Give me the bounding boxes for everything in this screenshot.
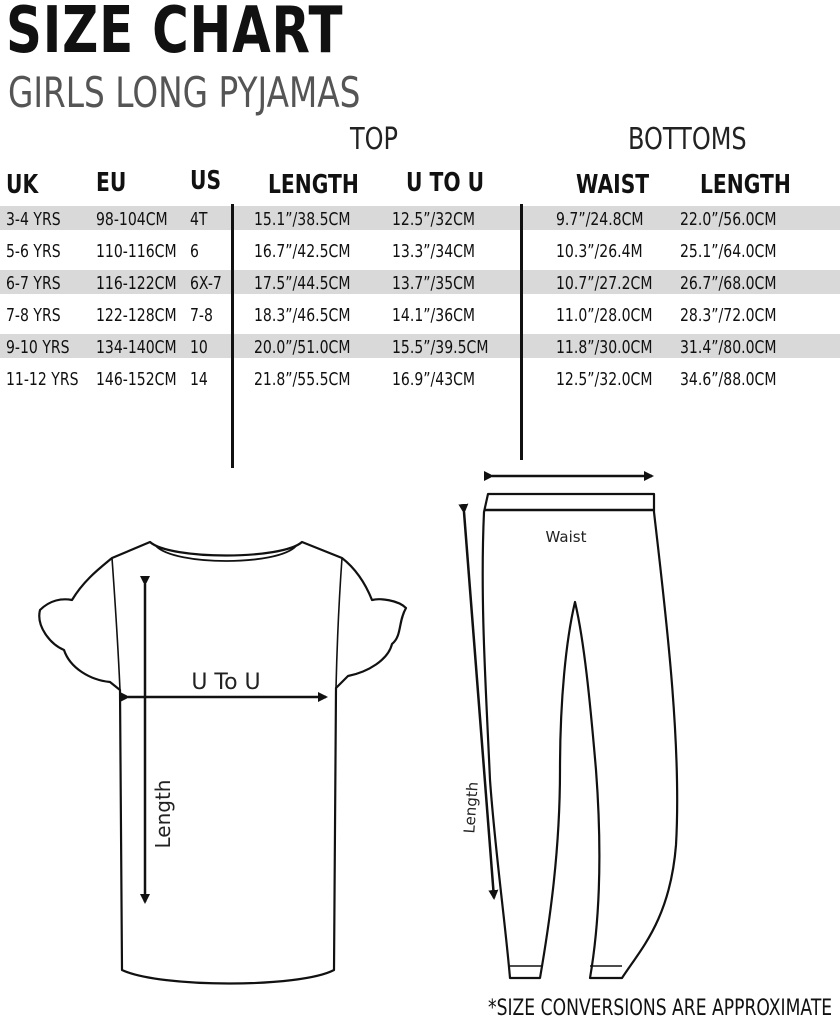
waist-label: Waist	[545, 528, 587, 546]
cell-u-to-u: 13.7”/35CM	[392, 273, 476, 294]
col-header-u-to-u: U TO U	[406, 168, 485, 198]
cell-u-to-u: 12.5”/32CM	[392, 209, 476, 230]
cell-top-length: 18.3”/46.5CM	[254, 305, 351, 326]
cell-us: 4T	[190, 209, 208, 230]
cell-eu: 146-152CM	[96, 369, 177, 390]
cell-bottom-length: 31.4”/80.0CM	[680, 337, 777, 358]
cell-bottom-length: 22.0”/56.0CM	[680, 209, 777, 230]
bottom-length-arrow	[464, 512, 494, 898]
cell-waist: 11.8”/30.0CM	[556, 337, 653, 358]
cell-eu: 98-104CM	[96, 209, 168, 230]
cell-eu: 134-140CM	[96, 337, 177, 358]
page-subtitle: GIRLS LONG PYJAMAS	[8, 68, 361, 117]
cell-us: 6	[190, 241, 199, 262]
col-header-us: US	[190, 166, 222, 196]
cell-top-length: 16.7”/42.5CM	[254, 241, 351, 262]
cell-us: 7-8	[190, 305, 213, 326]
cell-u-to-u: 16.9”/43CM	[392, 369, 476, 390]
bottoms-group-label: BOTTOMS	[628, 122, 747, 157]
col-header-eu: EU	[96, 168, 127, 198]
col-header-top-length: LENGTH	[268, 170, 359, 200]
col-header-waist: WAIST	[576, 170, 650, 200]
cell-u-to-u: 13.3”/34CM	[392, 241, 476, 262]
cell-uk: 5-6 YRS	[6, 241, 61, 262]
cell-top-length: 17.5”/44.5CM	[254, 273, 351, 294]
cell-top-length: 20.0”/51.0CM	[254, 337, 351, 358]
cell-waist: 12.5”/32.0CM	[556, 369, 653, 390]
cell-uk: 11-12 YRS	[6, 369, 79, 390]
divider-top-section	[231, 204, 234, 468]
cell-u-to-u: 14.1”/36CM	[392, 305, 476, 326]
cell-bottom-length: 26.7”/68.0CM	[680, 273, 777, 294]
cell-waist: 10.3”/26.4M	[556, 241, 643, 262]
cell-bottom-length: 34.6”/88.0CM	[680, 369, 777, 390]
garment-diagram	[0, 450, 840, 995]
cell-waist: 10.7”/27.2CM	[556, 273, 653, 294]
top-group-label: TOP	[350, 122, 399, 157]
footnote: *SIZE CONVERSIONS ARE APPROXIMATE	[488, 996, 833, 1021]
cell-waist: 11.0”/28.0CM	[556, 305, 653, 326]
cell-top-length: 21.8”/55.5CM	[254, 369, 351, 390]
cell-uk: 9-10 YRS	[6, 337, 70, 358]
divider-bottoms-section	[520, 204, 523, 460]
leggings-illustration	[483, 494, 678, 978]
cell-eu: 110-116CM	[96, 241, 177, 262]
cell-uk: 3-4 YRS	[6, 209, 61, 230]
cell-bottom-length: 28.3”/72.0CM	[680, 305, 777, 326]
cell-u-to-u: 15.5”/39.5CM	[392, 337, 489, 358]
cell-waist: 9.7”/24.8CM	[556, 209, 644, 230]
col-header-bottom-length: LENGTH	[700, 170, 791, 200]
cell-uk: 6-7 YRS	[6, 273, 61, 294]
tshirt-illustration	[39, 542, 406, 984]
cell-bottom-length: 25.1”/64.0CM	[680, 241, 777, 262]
cell-us: 10	[190, 337, 208, 358]
u-to-u-label: U To U	[191, 670, 261, 695]
cell-us: 6X-7	[190, 273, 222, 294]
cell-uk: 7-8 YRS	[6, 305, 61, 326]
cell-us: 14	[190, 369, 208, 390]
cell-eu: 116-122CM	[96, 273, 177, 294]
top-length-label: Length	[151, 779, 175, 849]
cell-top-length: 15.1”/38.5CM	[254, 209, 351, 230]
page-title: SIZE CHART	[6, 0, 344, 68]
bottom-length-label: Length	[460, 781, 482, 835]
col-header-uk: UK	[6, 170, 39, 200]
cell-eu: 122-128CM	[96, 305, 177, 326]
